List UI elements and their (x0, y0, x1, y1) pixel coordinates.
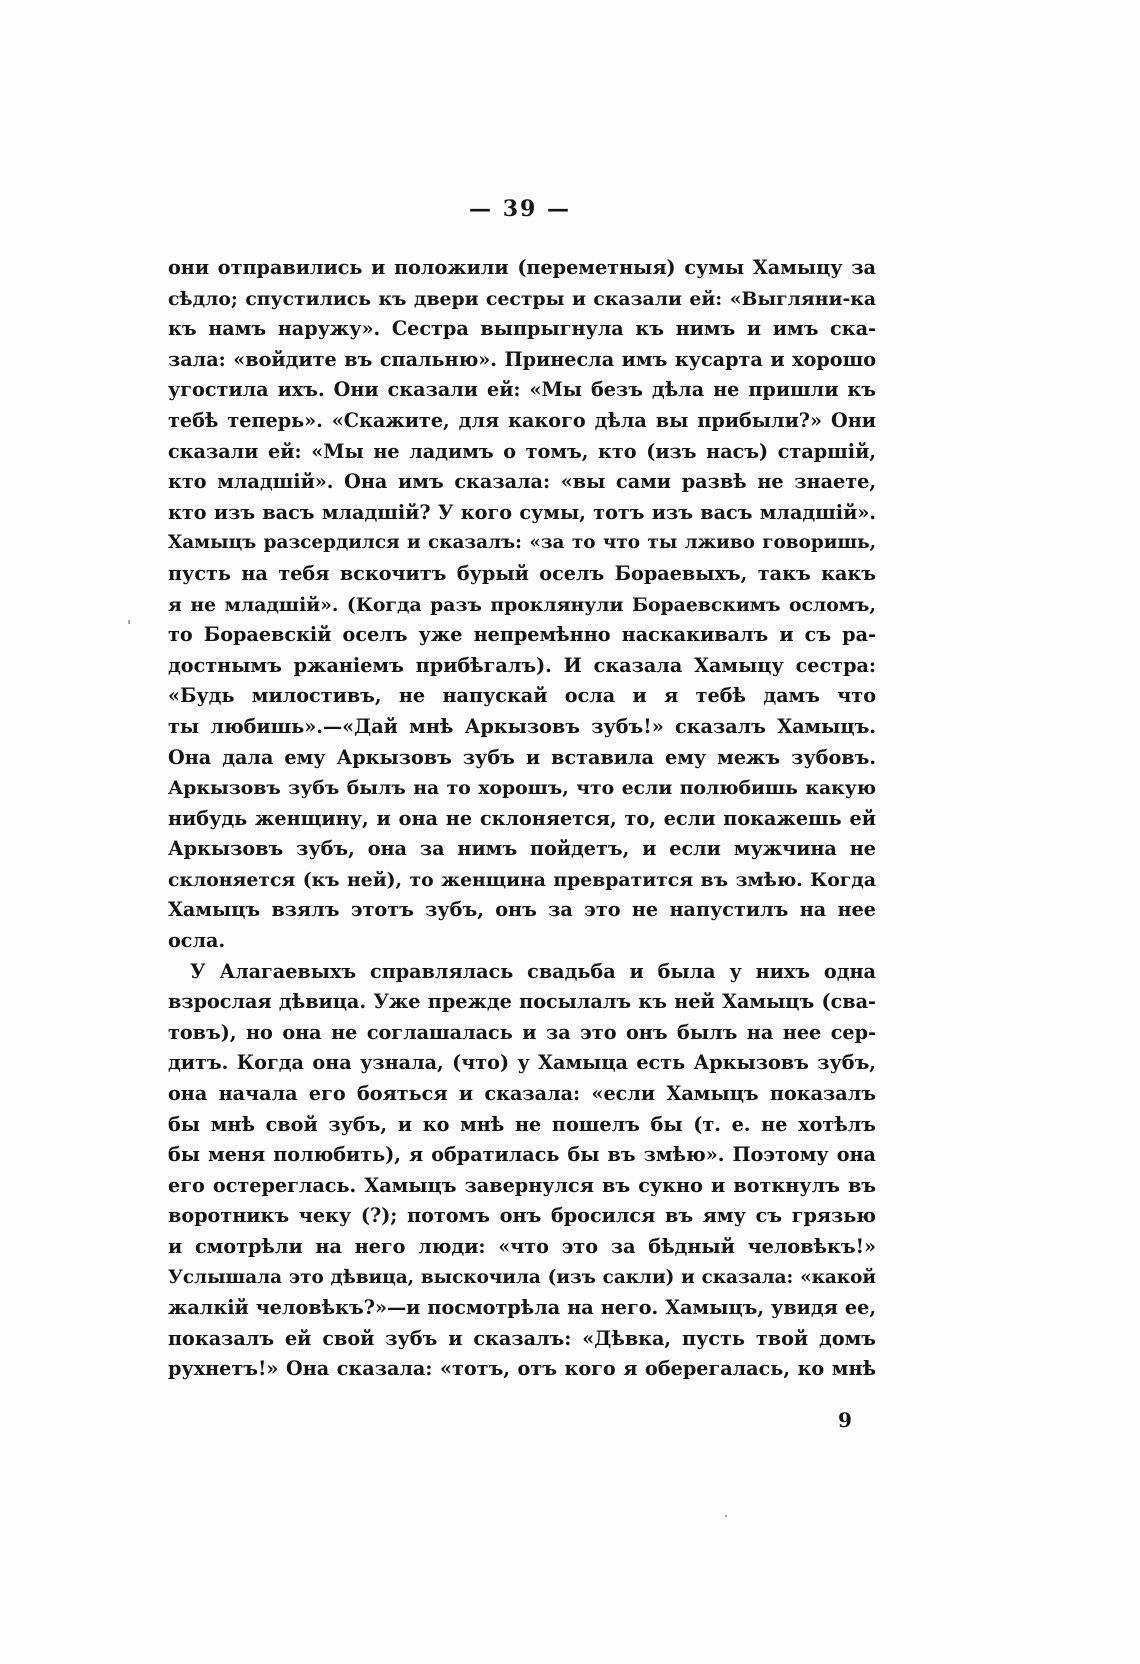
page-number: — 39 — (469, 196, 571, 222)
text-line: рухнетъ!» Она сказала: «тотъ, отъ кого я оберегалась, ко мнѣ (168, 1357, 876, 1381)
text-line: пусть на тебя вскочитъ бурый оселъ Бораевыхъ, такъ какъ (168, 561, 876, 585)
text-line: угостила ихъ. Они сказали ей: «Мы безъ дѣла не пришли къ (168, 378, 876, 402)
text-line: бы мнѣ свой зубъ, и ко мнѣ не пошелъ бы (т. е. не хотѣлъ (168, 1112, 876, 1136)
text-line: жалкій человѣкъ?»—и посмотрѣла на него. Хамыцъ, увидя ее, (168, 1296, 876, 1320)
text-line: то Бораевскій оселъ уже непремѣнно наскакивалъ и съ ра- (168, 623, 876, 647)
text-line: Услышала это дѣвица, выскочила (изъ сакли) и сказала: «какой (168, 1266, 876, 1288)
text-line: показалъ ей свой зубъ и сказалъ: «Дѣвка, пусть твой домъ (168, 1326, 876, 1350)
text-line: достнымъ ржаніемъ прибѣгалъ). И сказала Хамыцу сестра: (168, 653, 876, 677)
body-text (168, 253, 876, 1385)
text-line: сѣдло; спустились къ двери сестры и сказали ей: «Выгляни-ка (168, 287, 876, 310)
text-line: къ намъ наружу». Сестра выпрыгнула къ нимъ и имъ ска- (168, 317, 876, 341)
text-line: Она дала ему Аркызовъ зубъ и вставила ему межъ зубовъ. (168, 745, 876, 769)
text-line: У Алагаевыхъ справлялась свадьба и была у нихъ одна (190, 959, 876, 983)
text-line: она начала его бояться и сказала: «если Хамыцъ показалъ (168, 1082, 876, 1106)
text-line: Аркызовъ зубъ былъ на то хорошъ, что если полюбишь какую (168, 777, 876, 800)
scan-speck (725, 1515, 727, 1517)
text-line: склоняется (къ ней), то женщина превратится въ змѣю. Когда (168, 868, 876, 891)
scan-speck (128, 620, 130, 624)
text-line: взрослая дѣвица. Уже прежде посылалъ къ ней Хамыцъ (сва- (168, 990, 876, 1014)
text-line: Аркызовъ зубъ, она за нимъ пойдетъ, и если мужчина не (168, 837, 876, 861)
text-line: товъ), но она не соглашалась и за это онъ былъ на нее сер- (168, 1020, 876, 1044)
text-line: «Будь милостивъ, не напускай осла и я тебѣ дамъ что (168, 684, 876, 708)
text-line: бы меня полюбить), я обратилась бы въ змѣю». Поэтому она (168, 1143, 876, 1167)
text-line: зала: «войдите въ спальню». Принесла имъ кусарта и хорошо (168, 347, 876, 371)
text-line: Хамыцъ взялъ этотъ зубъ, онъ за это не напустилъ на нее (168, 898, 876, 922)
text-line: сказали ей: «Мы не ладимъ о томъ, кто (изъ насъ) старшій, (168, 439, 876, 463)
text-line: и смотрѣли на него люди: «что это за бѣдный человѣкъ!» (168, 1235, 876, 1258)
text-line: я не младшій». (Когда разъ проклянули Бораевскимъ осломъ, (168, 593, 876, 616)
text-line: Хамыцъ разсердился и сказалъ: «за то что ты лживо говоришь, (168, 532, 876, 554)
text-line: кто изъ васъ младшій? У кого сумы, тотъ изъ васъ младшій». (168, 500, 876, 524)
text-line: кто младшій». Она имъ сказала: «вы сами развѣ не знаете, (168, 470, 876, 494)
text-line: они отправились и положили (переметныя) сумы Хамыцу за (168, 256, 876, 279)
text-line: тебѣ теперь». «Скажите, для какого дѣла вы прибыли?» Они (168, 408, 876, 432)
text-line: дитъ. Когда она узнала, (что) у Хамыца есть Аркызовъ зубъ, (168, 1051, 876, 1075)
text-line: ты любишь».—«Дай мнѣ Аркызовъ зубъ!» сказалъ Хамыцъ. (168, 714, 876, 738)
text-line: осла. (168, 929, 226, 953)
text-line: нибудь женщину, и она не склоняется, то, если покажешь ей (168, 806, 876, 830)
text-line: воротникъ чеку (?); потомъ онъ бросился въ яму съ грязью (168, 1204, 876, 1228)
text-line: его остереглась. Хамыцъ завернулся въ сукно и воткнулъ въ (168, 1173, 876, 1197)
signature-mark: 9 (838, 1408, 852, 1432)
